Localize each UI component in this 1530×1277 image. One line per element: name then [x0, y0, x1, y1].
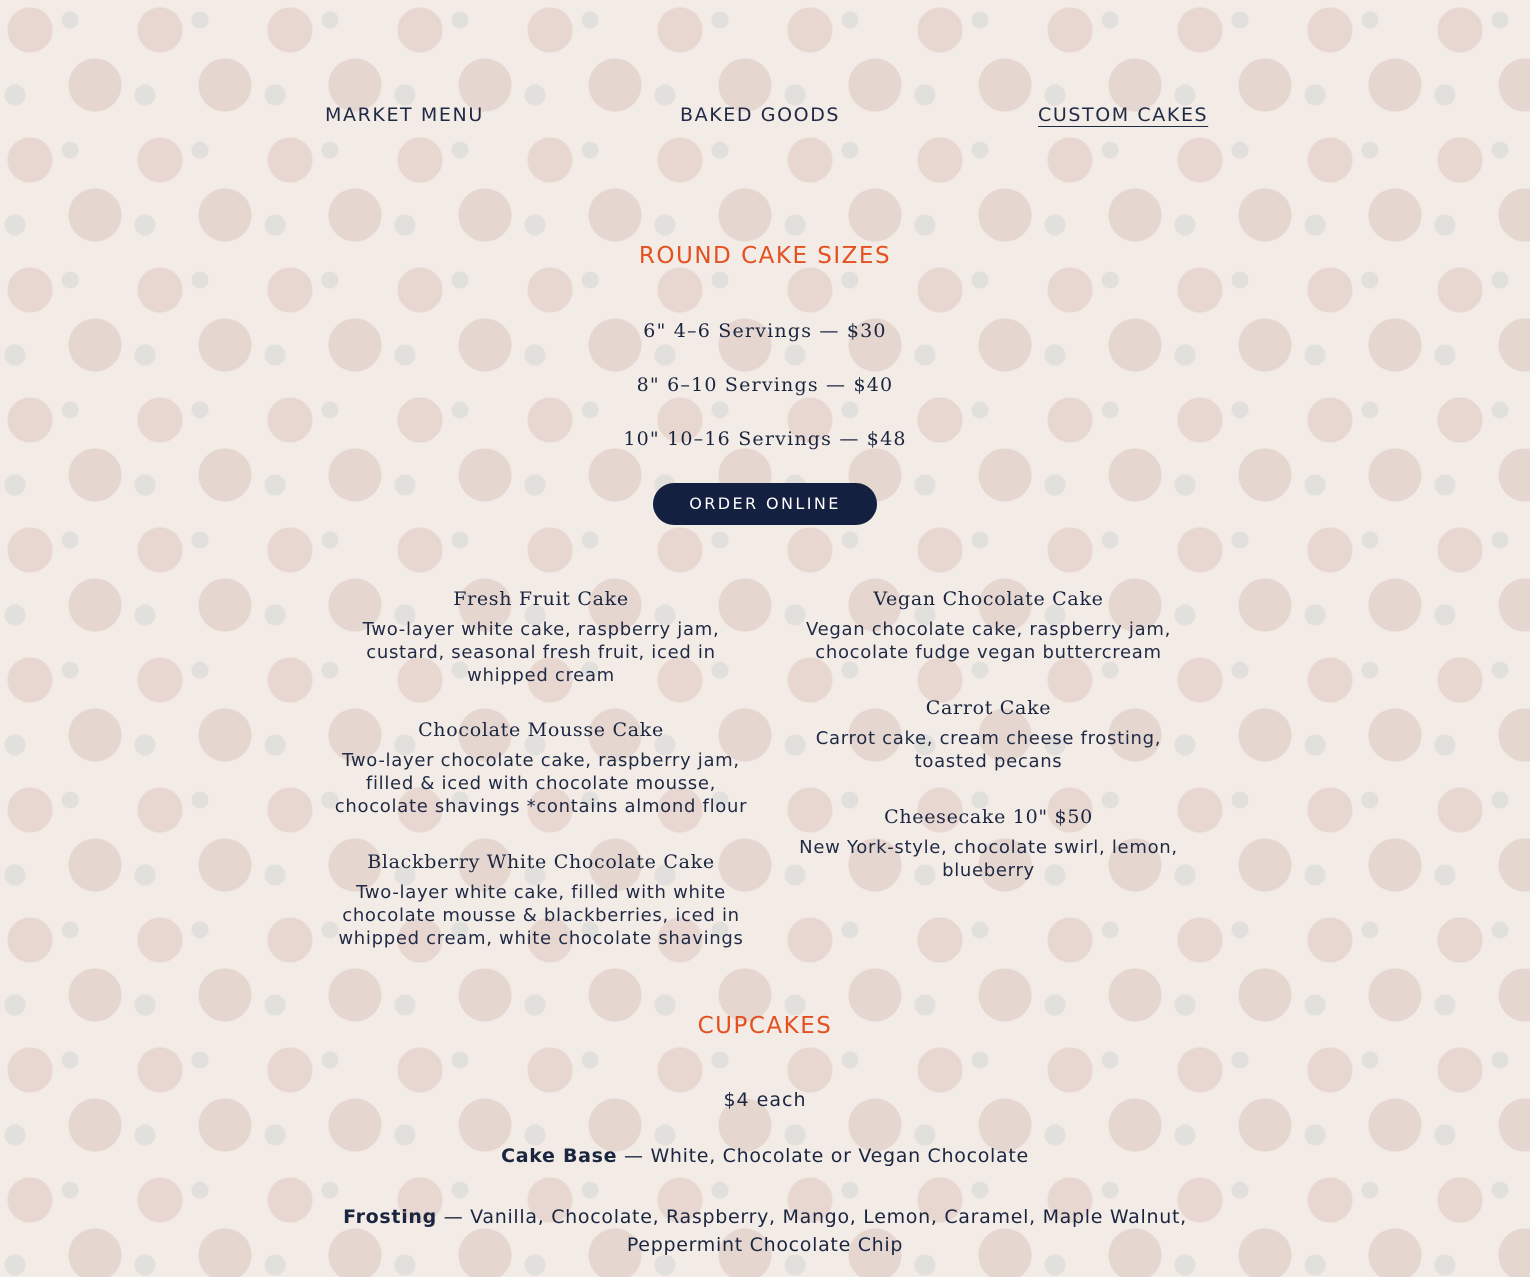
cake-item	[320, 719, 762, 818]
cupcake-base-line	[0, 1142, 1530, 1170]
cake-description: Vegan chocolate cake, raspberry jam, chocolate fudge vegan buttercream	[806, 619, 1171, 663]
size-8-inch: 8" 6–10 Servings — $40	[636, 374, 894, 396]
cake-name: Cheesecake 10" $50	[884, 806, 1093, 828]
cake-item	[785, 806, 1192, 882]
cake-base-label: Cake Base	[501, 1145, 618, 1167]
frosting-label: Frosting	[343, 1206, 437, 1228]
round-cake-sizes-title: ROUND CAKE SIZES	[638, 243, 892, 269]
cake-name: Fresh Fruit Cake	[453, 588, 629, 610]
cake-base-options: — White, Chocolate or Vegan Chocolate	[617, 1145, 1029, 1167]
cupcakes-title: CUPCAKES	[697, 1013, 833, 1039]
cake-name: Carrot Cake	[925, 697, 1052, 719]
nav-market-menu[interactable]: MARKET MENU	[325, 104, 484, 126]
cupcake-frosting-line	[340, 1203, 1190, 1259]
cake-name: Vegan Chocolate Cake	[873, 588, 1104, 610]
cake-item	[320, 851, 762, 950]
size-10-inch: 10" 10–16 Servings — $48	[623, 428, 907, 450]
cake-description: Carrot cake, cream cheese frosting, toasted pecans	[815, 728, 1162, 772]
cake-description: New York-style, chocolate swirl, lemon, blueberry	[799, 837, 1178, 881]
order-online-button[interactable]: ORDER ONLINE	[653, 483, 877, 525]
cake-item	[320, 588, 762, 687]
size-6-inch: 6" 4–6 Servings — $30	[643, 320, 887, 342]
cake-item	[785, 697, 1192, 773]
cupcake-price: $4 each	[723, 1089, 807, 1111]
nav-baked-goods[interactable]: BAKED GOODS	[680, 104, 841, 126]
main-nav	[0, 104, 1530, 134]
nav-custom-cakes[interactable]: CUSTOM CAKES	[1038, 104, 1209, 126]
cake-name: Chocolate Mousse Cake	[418, 719, 664, 741]
cake-description: Two-layer white cake, filled with white chocolate mousse & blackberries, iced in whipped cream, white chocolate shavings	[338, 882, 744, 949]
frosting-options: — Vanilla, Chocolate, Raspberry, Mango, Lemon, Caramel, Maple Walnut, Peppermint Chocolate Chip	[436, 1206, 1187, 1256]
cake-description: Two-layer white cake, raspberry jam, custard, seasonal fresh fruit, iced in whipped cream	[362, 619, 720, 686]
cake-item	[785, 588, 1192, 664]
cake-name: Blackberry White Chocolate Cake	[367, 851, 715, 873]
cake-description: Two-layer chocolate cake, raspberry jam, filled & iced with chocolate mousse, chocolate shavings *contains almond flour	[334, 750, 748, 817]
